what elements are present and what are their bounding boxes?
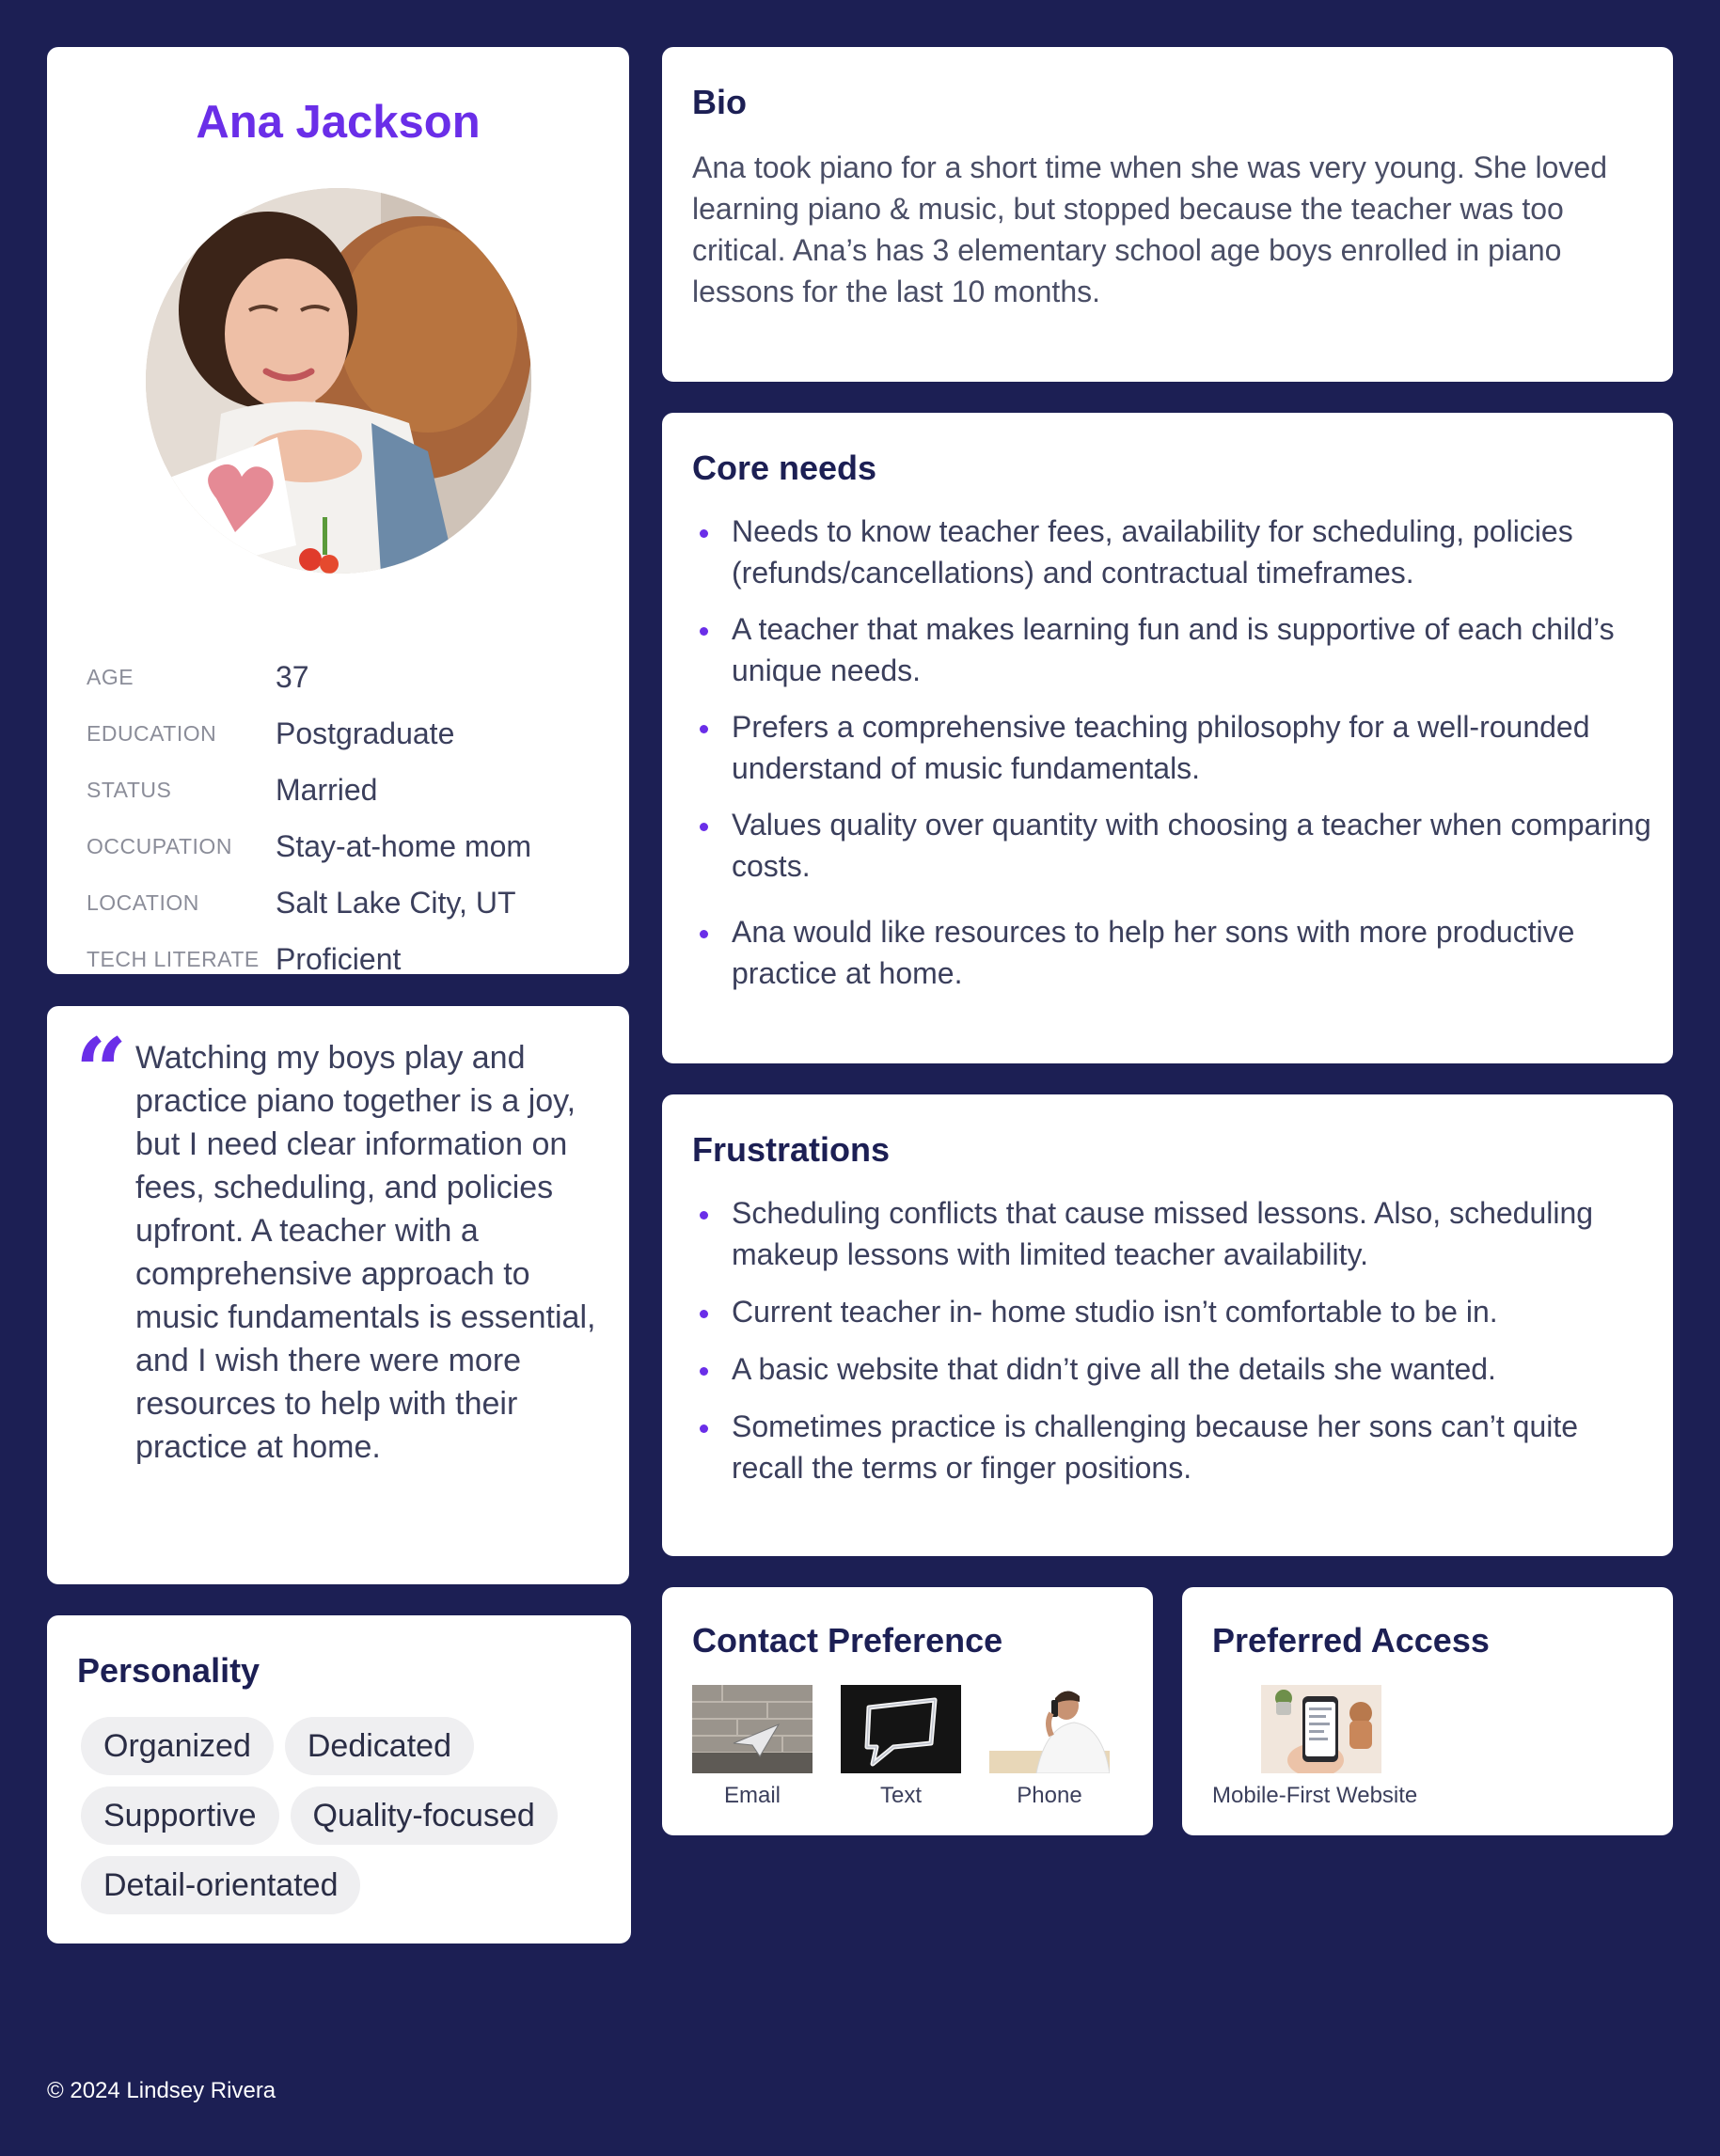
access-option-mobile bbox=[1212, 1685, 1417, 1809]
contact-option-email bbox=[692, 1685, 813, 1809]
list-item: Current teacher in- home studio isn’t comfortable to be in. bbox=[692, 1291, 1651, 1332]
list-item: Values quality over quantity with choosing a teacher when comparing costs. bbox=[692, 804, 1651, 887]
persona-name: Ana Jackson bbox=[196, 97, 481, 148]
frustrations-card bbox=[662, 1094, 1673, 1556]
attribute-row-location bbox=[87, 874, 610, 931]
attribute-value: 37 bbox=[276, 659, 309, 694]
avatar-photo bbox=[146, 188, 531, 574]
attribute-value: Postgraduate bbox=[276, 716, 455, 750]
preferred-access-card bbox=[1182, 1587, 1673, 1835]
list-item: A teacher that makes learning fun and is supportive of each child’s unique needs. bbox=[692, 608, 1651, 691]
contact-preference-card bbox=[662, 1587, 1153, 1835]
quote-card bbox=[47, 1006, 629, 1584]
attribute-row-age bbox=[87, 649, 610, 705]
profile-card bbox=[47, 47, 629, 974]
quote-text: Watching my boys play and practice piano together is a joy, but I need clear information on fees, scheduling, and policies upfront. A teacher with a comprehensive approach to music fundamentals is essential, and I wish there were more resources to help with their practice at home. bbox=[135, 1040, 596, 1465]
attribute-row-education bbox=[87, 705, 610, 762]
chat-bubble-icon bbox=[841, 1685, 961, 1773]
list-item: Needs to know teacher fees, availability for scheduling, policies (refunds/cancellations) and contractual timeframes. bbox=[692, 511, 1651, 593]
attribute-value: Salt Lake City, UT bbox=[276, 885, 516, 920]
contact-option-label: Phone bbox=[1017, 1783, 1082, 1808]
contact-option-text bbox=[841, 1685, 961, 1809]
contact-preference-title: Contact Preference bbox=[692, 1621, 1003, 1660]
personality-tags bbox=[81, 1717, 608, 1926]
copyright-footer: © 2024 Lindsey Rivera bbox=[47, 2078, 276, 2103]
core-needs-card bbox=[662, 413, 1673, 1063]
core-needs-title: Core needs bbox=[692, 449, 877, 487]
attribute-label: TECH LITERATE bbox=[87, 946, 260, 971]
list-item: Sometimes practice is challenging because her sons can’t quite recall the terms or finger positions. bbox=[692, 1406, 1651, 1488]
attribute-label: OCCUPATION bbox=[87, 833, 232, 858]
attribute-row-status bbox=[87, 762, 610, 818]
access-option-label: Mobile-First Website bbox=[1212, 1783, 1418, 1808]
contact-options bbox=[692, 1685, 1138, 1809]
list-item: Ana would like resources to help her sons with more productive practice at home. bbox=[692, 911, 1651, 994]
frustrations-list bbox=[692, 1192, 1651, 1504]
contact-option-label: Email bbox=[723, 1783, 781, 1808]
attribute-value: Married bbox=[276, 772, 378, 807]
personality-tag: Supportive bbox=[81, 1786, 279, 1845]
phone-call-icon bbox=[989, 1685, 1110, 1773]
list-item: Scheduling conflicts that cause missed lessons. Also, scheduling makeup lessons with limited teacher availability. bbox=[692, 1192, 1651, 1275]
personality-tag: Organized bbox=[81, 1717, 274, 1775]
attribute-row-occupation bbox=[87, 818, 610, 874]
personality-card bbox=[47, 1615, 631, 1944]
preferred-access-title: Preferred Access bbox=[1212, 1621, 1490, 1660]
list-item: A basic website that didn’t give all the details she wanted. bbox=[692, 1348, 1651, 1390]
paper-plane-icon bbox=[692, 1685, 813, 1773]
avatar bbox=[146, 188, 531, 574]
contact-option-phone bbox=[989, 1685, 1110, 1809]
quote-mark-icon: “ bbox=[75, 1018, 128, 1125]
attribute-label: LOCATION bbox=[87, 889, 199, 915]
frustrations-title: Frustrations bbox=[692, 1130, 891, 1169]
personality-title: Personality bbox=[77, 1651, 260, 1690]
smartphone-icon bbox=[1261, 1685, 1381, 1773]
contact-option-label: Text bbox=[879, 1783, 922, 1808]
bio-title: Bio bbox=[692, 83, 747, 121]
personality-tag: Detail-orientated bbox=[81, 1856, 360, 1914]
attribute-value: Stay-at-home mom bbox=[276, 828, 532, 863]
attribute-label: EDUCATION bbox=[87, 720, 217, 746]
personality-tag: Quality-focused bbox=[291, 1786, 558, 1845]
attribute-label: AGE bbox=[87, 664, 134, 689]
list-item: Prefers a comprehensive teaching philosophy for a well-rounded understand of music fundamentals. bbox=[692, 706, 1651, 789]
attribute-label: STATUS bbox=[87, 777, 172, 802]
core-needs-list bbox=[692, 511, 1651, 1009]
attribute-row-tech-literate bbox=[87, 931, 610, 987]
bio-card bbox=[662, 47, 1673, 382]
personality-tag: Dedicated bbox=[285, 1717, 474, 1775]
attribute-value: Proficient bbox=[276, 941, 402, 976]
bio-text: Ana took piano for a short time when she was very young. She loved learning piano & music, but stopped because the teacher was too critical. Ana’s has 3 elementary school age boys enrolled in piano lessons for the last 10 months. bbox=[692, 150, 1607, 308]
persona-attributes bbox=[87, 649, 610, 987]
